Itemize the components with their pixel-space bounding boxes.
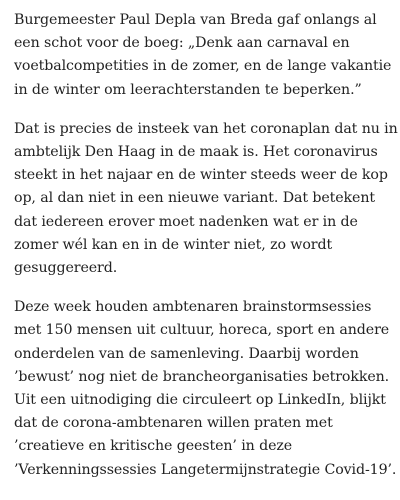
text-line: Deze week houden ambtenaren brainstormsessies [14, 299, 372, 316]
text-line: Dat is precies de insteek van het coronaplan dat nu in [14, 120, 398, 137]
text-line: in de winter om leerachterstanden te beperken.” [14, 81, 362, 98]
paragraph-1 [14, 9, 398, 102]
text-line: zomer wél kan en in de winter niet, zo wordt [14, 236, 333, 253]
article-body [14, 9, 398, 498]
text-line: ’creatieve en kritische geesten’ in deze [14, 438, 293, 455]
paragraph-3 [14, 296, 398, 482]
text-line: ’bewust’ nog niet de brancheorganisaties betrokken. [14, 368, 390, 385]
text-line: een schot voor de boeg: „Denk aan carnaval en [14, 35, 350, 52]
text-line: ’Verkenningssessies Langetermijnstrategie Covid-19’. [14, 461, 397, 478]
text-line: met 150 mensen uit cultuur, horeca, sport en andere [14, 322, 390, 339]
text-line: dat de corona-ambtenaren willen praten met [14, 415, 333, 432]
text-line: gesuggereerd. [14, 260, 118, 277]
text-line: dat iedereen erover moet nadenken wat er in de [14, 213, 358, 230]
text-line: steekt in het najaar en de winter steeds weer de kop [14, 167, 388, 184]
text-line: voetbalcompetities in de zomer, en de lange vakantie [14, 58, 392, 75]
text-line: Uit een uitnodiging die circuleert op LinkedIn, blijkt [14, 392, 386, 409]
text-line: Burgemeester Paul Depla van Breda gaf onlangs al [14, 12, 377, 28]
text-line: op, al dan niet in een nieuwe variant. Dat betekent [14, 190, 375, 207]
text-line: onderdelen van de samenleving. Daarbij worden [14, 345, 359, 362]
text-line: ambtelijk Den Haag in de maak is. Het coronavirus [14, 144, 378, 161]
paragraph-2 [14, 118, 398, 280]
